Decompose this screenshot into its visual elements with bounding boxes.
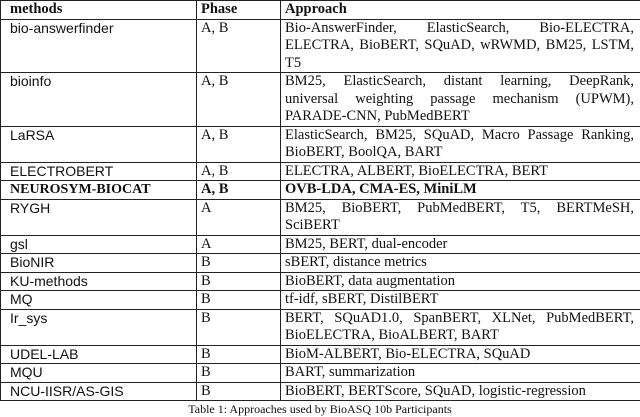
approach-cell: BioBERT, BERTScore, SQuAD, logistic-regression <box>281 382 640 401</box>
table-row <box>1 19 640 73</box>
approach-cell: ElasticSearch, BM25, SQuAD, Macro Passage Ranking, BioBERT, BoolQA, BART <box>281 126 640 162</box>
header-methods: methods <box>1 1 197 20</box>
table-row <box>1 254 640 273</box>
method-cell: gsl <box>1 235 197 254</box>
table-row <box>1 199 640 235</box>
method-cell: ELECTROBERT <box>1 162 197 181</box>
phase-cell: A, B <box>197 162 281 181</box>
table-row <box>1 364 640 383</box>
approach-cell: BART, summarization <box>281 364 640 383</box>
approach-cell: OVB-LDA, CMA-ES, MiniLM <box>281 181 640 200</box>
table-row <box>1 382 640 401</box>
phase-cell: B <box>197 345 281 364</box>
method-cell: bio-answerfinder <box>1 19 197 73</box>
phase-cell: A, B <box>197 73 281 127</box>
table-body <box>1 19 640 401</box>
method-cell: MQU <box>1 364 197 383</box>
table-row <box>1 291 640 310</box>
table-row <box>1 73 640 127</box>
approach-cell: BioBERT, data augmentation <box>281 272 640 291</box>
phase-cell: B <box>197 291 281 310</box>
method-cell: Ir_sys <box>1 309 197 345</box>
method-cell: MQ <box>1 291 197 310</box>
table-caption: Table 1: Approaches used by BioASQ 10b Participants <box>0 402 640 417</box>
header-phase: Phase <box>197 1 281 20</box>
method-cell: RYGH <box>1 199 197 235</box>
phase-cell: A, B <box>197 19 281 73</box>
table-row <box>1 272 640 291</box>
method-cell: NCU-IISR/AS-GIS <box>1 382 197 401</box>
approach-cell: BM25, BioBERT, PubMedBERT, T5, BERTMeSH, SciBERT <box>281 199 640 235</box>
method-cell: bioinfo <box>1 73 197 127</box>
table-row <box>1 162 640 181</box>
approach-cell: ELECTRA, ALBERT, BioELECTRA, BERT <box>281 162 640 181</box>
phase-cell: A <box>197 199 281 235</box>
approach-cell: tf-idf, sBERT, DistilBERT <box>281 291 640 310</box>
phase-cell: B <box>197 272 281 291</box>
method-cell: KU-methods <box>1 272 197 291</box>
table-row <box>1 126 640 162</box>
phase-cell: B <box>197 364 281 383</box>
approach-cell: sBERT, distance metrics <box>281 254 640 273</box>
method-cell: LaRSA <box>1 126 197 162</box>
phase-cell: B <box>197 254 281 273</box>
approach-cell: BM25, ElasticSearch, distant learning, DeepRank, universal weighting passage mechanism (UPWM), PARADE-CNN, PubMedBERT <box>281 73 640 127</box>
phase-cell: A, B <box>197 126 281 162</box>
method-cell: NEUROSYM-BIOCAT <box>1 181 197 200</box>
table-row <box>1 235 640 254</box>
header-approach: Approach <box>281 1 640 20</box>
approach-cell: BERT, SQuAD1.0, SpanBERT, XLNet, PubMedBERT, BioELECTRA, BioALBERT, BART <box>281 309 640 345</box>
phase-cell: A, B <box>197 181 281 200</box>
approach-cell: BM25, BERT, dual-encoder <box>281 235 640 254</box>
table-header-row <box>1 1 640 20</box>
table-row <box>1 345 640 364</box>
approach-cell: Bio-AnswerFinder, ElasticSearch, Bio-ELECTRA, ELECTRA, BioBERT, SQuAD, wRWMD, BM25, LSTM, T5 <box>281 19 640 73</box>
method-cell: UDEL-LAB <box>1 345 197 364</box>
table-row <box>1 309 640 345</box>
method-cell: BioNIR <box>1 254 197 273</box>
phase-cell: B <box>197 382 281 401</box>
table-row <box>1 181 640 200</box>
phase-cell: A <box>197 235 281 254</box>
approach-cell: BioM-ALBERT, Bio-ELECTRA, SQuAD <box>281 345 640 364</box>
phase-cell: B <box>197 309 281 345</box>
